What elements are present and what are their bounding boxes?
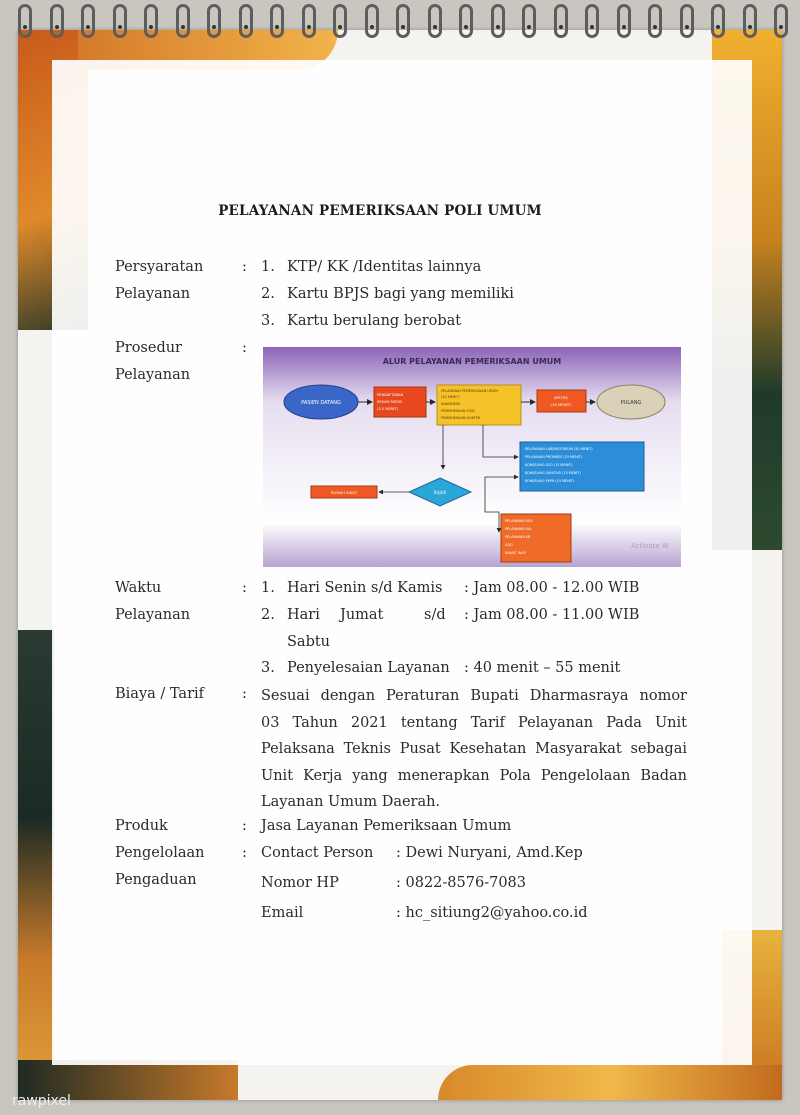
- list-item-text: Kartu berulang berobat: [287, 313, 462, 329]
- schedule-day: Penyelesaian Layanan: [287, 660, 450, 676]
- phone-value: : 0822-8576-7083: [396, 875, 526, 891]
- contact-key: Nomor HP: [261, 875, 339, 891]
- waktu-label: Waktu: [115, 580, 162, 596]
- flow-node-pulang-label: PULANG: [620, 400, 642, 406]
- schedule-day: Sabtu: [287, 634, 331, 650]
- contact-key: Contact Person: [261, 845, 374, 861]
- flow-node-text: ANAMNESA: [441, 402, 461, 406]
- flow-node-text: APOTIK: [554, 395, 568, 400]
- flow-node-text: PELAYANAN LABORATORIUM (30 MENIT): [525, 447, 593, 451]
- schedule-day: s/d: [424, 607, 446, 623]
- flow-node-text: PENDAFTARAN: [377, 393, 404, 397]
- flow-activate-watermark: Activate W: [631, 542, 669, 550]
- flow-node-text: (10 MENIT): [441, 395, 460, 399]
- paragraph-line: Unit Kerja yang menerapkan Pola Pengelolaan Badan: [261, 767, 687, 784]
- pengaduan-label-2: Pengaduan: [115, 872, 197, 888]
- flow-node-text: REKAM MEDIS: [377, 400, 403, 404]
- pengaduan-colon: :: [242, 845, 247, 861]
- schedule-hours: : Jam 08.00 - 11.00 WIB: [464, 607, 640, 623]
- persyaratan-label: Persyaratan: [115, 259, 204, 275]
- spiral-binding: [18, 0, 788, 42]
- flow-node-text: PEMERIKSAAN FISIK: [441, 409, 475, 413]
- flow-node-rujuk-label: RUJUK: [433, 490, 447, 495]
- flow-node-text: PELAYANAN KIGI: [505, 519, 533, 523]
- persyaratan-colon: :: [242, 259, 247, 275]
- biaya-colon: :: [242, 686, 247, 702]
- produk-colon: :: [242, 818, 247, 834]
- paragraph-line: 03 Tahun 2021 tentang Tarif Pelayanan Pada Unit: [261, 714, 687, 731]
- flow-node-rumah-sakit-label: RUMAH SAKIT: [330, 490, 358, 495]
- flow-title: ALUR PELAYANAN PEMERIKSAAN UMUM: [382, 357, 562, 366]
- waktu-label-2: Pelayanan: [115, 607, 191, 623]
- flow-node-text: PELAYANAN KB: [505, 535, 531, 539]
- flow-node-text: PELAYANAN KIA: [505, 527, 532, 531]
- list-item-number: 2.: [261, 286, 275, 302]
- schedule-hours: : 40 menit – 55 menit: [464, 660, 621, 676]
- flow-node-text: PELAYANAN PROMKES (15 MENIT): [525, 455, 583, 459]
- rawpixel-watermark: rawpixel: [12, 1093, 71, 1109]
- prosedur-label-2: Pelayanan: [115, 367, 191, 383]
- paragraph-line: Sesuai dengan Peraturan Bupati Dharmasraya nomor: [261, 688, 687, 704]
- pengaduan-label: Pengelolaan: [115, 845, 205, 861]
- prosedur-label: Prosedur: [115, 340, 182, 356]
- contact-key: Email: [261, 905, 304, 921]
- schedule-hours: : Jam 08.00 - 12.00 WIB: [464, 580, 640, 596]
- prosedur-colon: :: [242, 340, 247, 356]
- list-item-number: 2.: [261, 607, 275, 623]
- flow-node-text: KONSELING SANITASI (15 MENIT): [525, 471, 581, 475]
- flow-node-pasien-label: PASIEN DATANG: [301, 400, 341, 406]
- service-flow-diagram: [263, 347, 681, 567]
- list-item-number: 3.: [261, 660, 275, 676]
- email-value: : hc_sitiung2@yahoo.co.id: [396, 905, 588, 921]
- list-item-number: 3.: [261, 313, 275, 329]
- list-item-number: 1.: [261, 580, 275, 596]
- flow-node-text: PEMERIKSAAN DOKTER: [441, 416, 481, 420]
- schedule-day: Hari: [287, 607, 320, 623]
- paragraph-line: Layanan Umum Daerah.: [261, 794, 441, 810]
- flow-node-text: (3-5 MENIT): [377, 407, 399, 411]
- flow-node-text: (15 MENIT): [550, 402, 572, 407]
- contact-person-value: : Dewi Nuryani, Amd.Kep: [396, 845, 583, 861]
- list-item-text: Kartu BPJS bagi yang memiliki: [287, 286, 514, 302]
- schedule-day: Jumat: [340, 607, 384, 623]
- flow-node-apotik: [537, 390, 586, 412]
- flow-node-text: KONSELING GIZI (15 MENIT): [525, 463, 573, 467]
- flow-node-text: KONSELING PKPR (15 MENIT): [525, 479, 575, 483]
- flow-node-text: RAWAT INAP: [505, 551, 526, 555]
- waktu-colon: :: [242, 580, 247, 596]
- biaya-label: Biaya / Tarif: [115, 686, 205, 702]
- produk-label: Produk: [115, 818, 168, 834]
- page-title: PELAYANAN PEMERIKSAAN POLI UMUM: [218, 203, 542, 219]
- list-item-text: KTP/ KK /Identitas lainnya: [287, 259, 482, 275]
- schedule-day: Hari Senin s/d Kamis: [287, 580, 443, 596]
- produk-value: Jasa Layanan Pemeriksaan Umum: [261, 818, 512, 834]
- flow-node-text: UGD: [505, 543, 513, 547]
- list-item-number: 1.: [261, 259, 275, 275]
- biaya-description: [261, 683, 687, 816]
- persyaratan-label-2: Pelayanan: [115, 286, 191, 302]
- paragraph-line: Pelaksana Teknis Pusat Kesehatan Masyarakat sebagai: [261, 741, 687, 757]
- flow-node-text: PELAYANAN PEMERIKSAAN UMUM: [441, 389, 499, 393]
